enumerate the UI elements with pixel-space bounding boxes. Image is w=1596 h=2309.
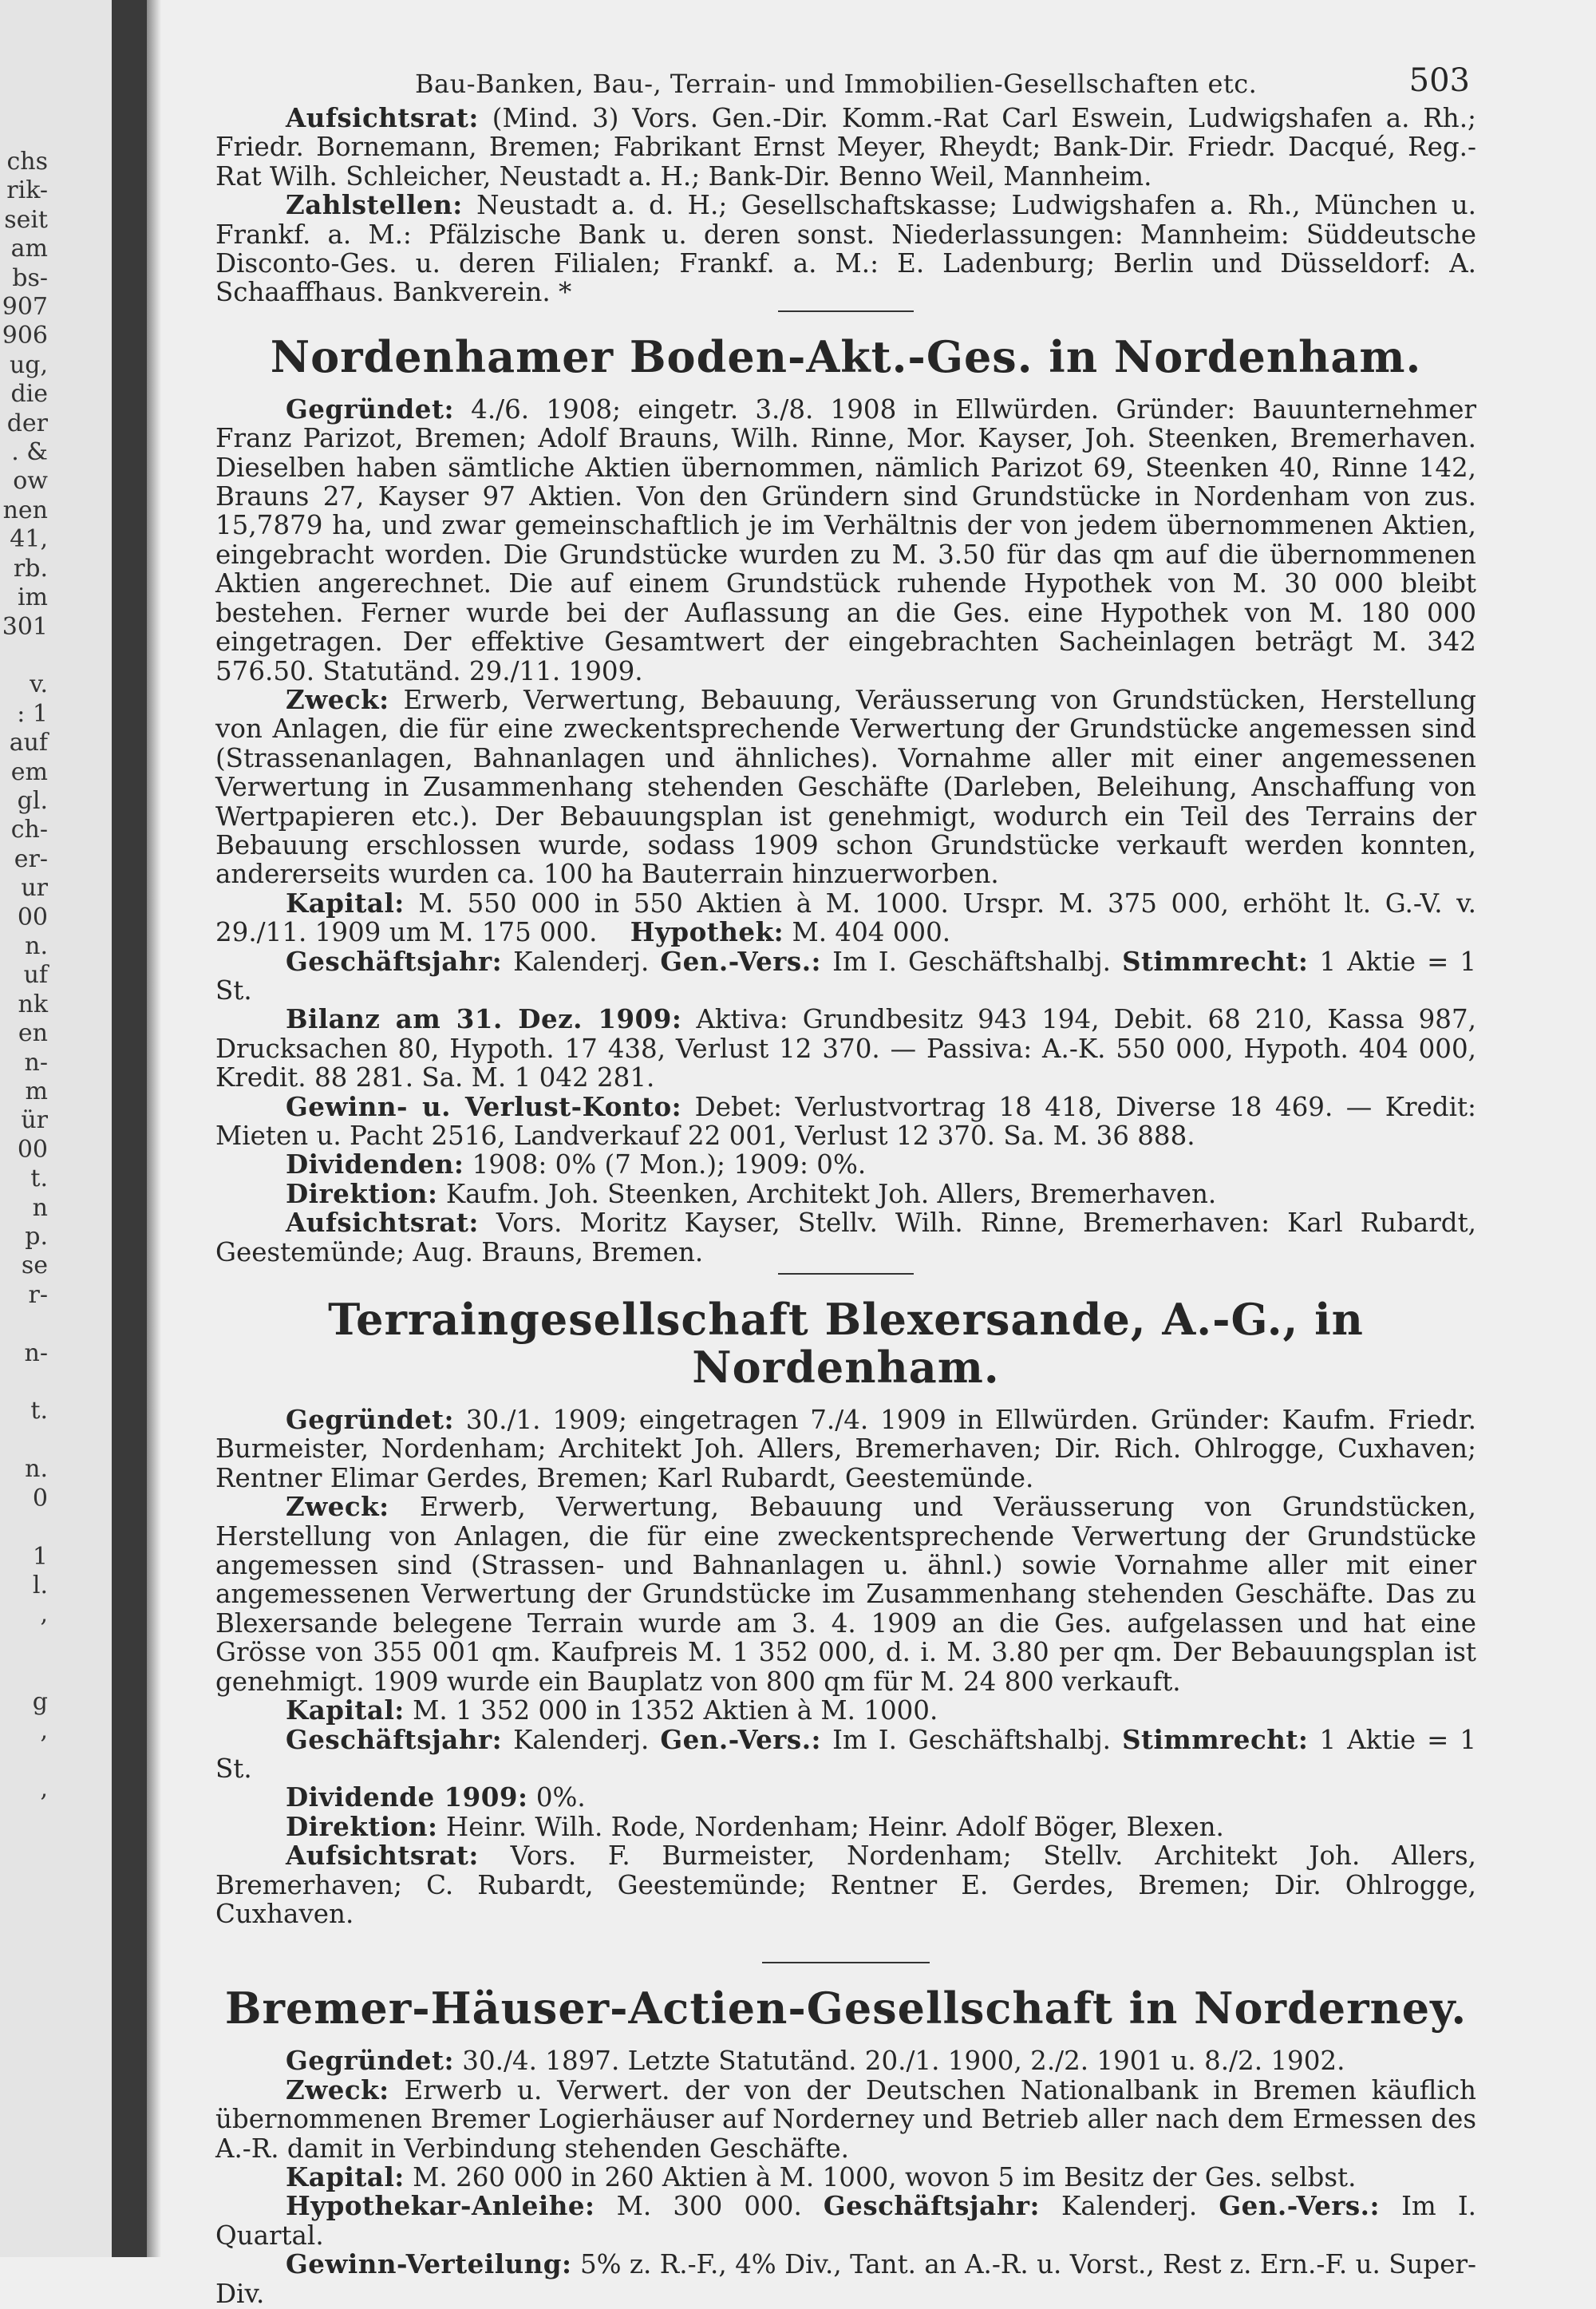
previous-entry-continuation: [215, 104, 1476, 307]
adjacent-page-fragment: n: [32, 1193, 48, 1222]
adjacent-page-fragment: der: [6, 409, 48, 437]
entry-aufsichtsrat: Aufsichtsrat: Vors. F. Burmeister, Nordenham; Stellv. Architekt Joh. Allers, Bremerhaven; C. Rubardt, Geestemünde; Rentner E. Gerdes, Bremen; Dir. Ohlrogge, Cuxhaven.: [215, 1840, 1476, 1929]
adjacent-page-fragment: n-: [24, 1048, 48, 1077]
adjacent-page-fragment: n.: [25, 1455, 48, 1484]
adjacent-page-fragment: 00: [17, 903, 48, 931]
adjacent-page-fragment: [2, 642, 48, 670]
adjacent-page-fragment: [2, 1368, 48, 1397]
entry-zweck: Zweck: Erwerb, Verwertung, Bebauung und Veräusserung von Grundstücken, Herstellung von Anlagen, die für eine zweckentsprechende Verwertung der Grundstücke angemessen sind (Strassen- und Bahnanlagen u. ähnl.) sowie Vornahme aller mit einer angemessenen Verwertung der Grundstücke im Zusammenhang stehenden Geschäfte. Das zu Blexersande belegene Terrain wurde am 3. 4. 1909 an die Ges. aufgelassen und hat eine Grösse von 355 001 qm. Kaufpreis M. 1 352 000, d. i. M. 3.80 per qm. Der Bebauungsplan ist genehmigt. 1909 wurde ein Bauplatz von 800 qm für M. 24 800 verkauft.: [215, 1491, 1476, 1697]
gutter-shadow: [147, 0, 161, 2257]
adjacent-page-fragment: n-: [24, 1338, 48, 1367]
adjacent-page-fragment: chs: [6, 148, 48, 176]
adjacent-page-fragment: die: [10, 380, 48, 409]
adjacent-page-fragment: 00: [17, 1135, 48, 1164]
adjacent-page-fragment: 907: [2, 293, 48, 322]
adjacent-page-fragment: [2, 1746, 48, 1774]
adjacent-page-fragment: [2, 1310, 48, 1338]
separator-rule: [762, 1962, 930, 1963]
adjacent-page-fragment: 0: [32, 1484, 48, 1512]
entry-dividende: Dividende 1909: 0%.: [286, 1781, 586, 1813]
adjacent-page-fragment: ,: [40, 1774, 48, 1803]
adjacent-page-fragment: [2, 1426, 48, 1455]
adjacent-page-fragment: 41,: [10, 525, 48, 554]
entry-gegruendet: Gegründet: 30./1. 1909; eingetragen 7./4. 1909 in Ellwürden. Gründer: Kaufm. Friedr. Burmeister, Nordenham; Architekt Joh. Allers, Bremerhaven; Dir. Rich. Ohlrogge, Cuxhaven; Rentner Elimar Gerdes, Bremen; Karl Rubardt, Geestemünde.: [215, 1404, 1476, 1493]
adjacent-page-fragment: m: [25, 1077, 48, 1105]
entry-kapital: Kapital: M. 260 000 in 260 Aktien à M. 1000, wovon 5 im Besitz der Ges. selbst.: [286, 2161, 1357, 2192]
entry-gegruendet: Gegründet: 4./6. 1908; eingetr. 3./8. 1908 in Ellwürden. Gründer: Bauunternehmer Franz Parizot, Bremen; Adolf Brauns, Wilh. Rinne, Mor. Kayser, Joh. Steenken, Bremerhaven. Dieselben haben sämtliche Aktien übernommen, nämlich Parizot 69, Steenken 40, Rinne 142, Brauns 27, Kayser 97 Aktien. Von den Gründern sind Grundstücke in Nordenham von zus. 15,7879 ha, und zwar gemeinschaftlich je im Verhältnis der von jedem übernommenen Aktien, eingebracht worden. Die Grundstücke wurden zu M. 3.50 für das qm auf die übernommenen Aktien angerechnet. Die auf einem Grundstück ruhende Hypothek von M. 30 000 bleibt bestehen. Ferner wurde bei der Auflassung an die Ges. eine Hypothek von M. 180 000 eingetragen. Der effektive Gesamtwert der eingebrachten Sacheinlagen beträgt M. 342 576.50. Statutänd. 29./11. 1909.: [215, 393, 1476, 686]
adjacent-page-fragment: se: [21, 1251, 48, 1280]
separator-rule: [778, 1273, 914, 1275]
adjacent-page-fragment: r-: [28, 1280, 48, 1309]
adjacent-page-fragment: 906: [2, 322, 48, 350]
adjacent-page-fragment: l.: [32, 1571, 48, 1599]
entry-nordenhamer-boden: [215, 330, 1477, 1267]
entry-hypothekar-anleihe: Hypothekar-Anleihe: M. 300 000. Geschäftsjahr: Kalenderj. Gen.-Vers.: Im I. Quartal.: [215, 2190, 1476, 2251]
entry-direktion: Direktion: Kaufm. Joh. Steenken, Architekt Joh. Allers, Bremerhaven.: [286, 1177, 1217, 1209]
adjacent-page-fragment: ow: [13, 467, 48, 496]
separator-rule: [778, 310, 914, 312]
adjacent-page-fragment: [2, 1513, 48, 1542]
adjacent-page-fragment: ,: [40, 1600, 48, 1629]
adjacent-page-fragment: t.: [30, 1397, 48, 1425]
entry-blexersande: [215, 1295, 1476, 1928]
adjacent-page-fragment: 1: [32, 1542, 48, 1571]
adjacent-page-fragment: nk: [18, 990, 48, 1018]
entry-kapital: Kapital: M. 550 000 in 550 Aktien à M. 1000. Urspr. M. 375 000, erhöht lt. G.-V. v. 29./11. 1909 um M. 175 000. Hypothek: M. 404 000.: [215, 887, 1476, 948]
adjacent-page-fragment: 301: [2, 612, 48, 641]
header-title: Bau-Banken, Bau-, Terrain- und Immobilien-Gesellschaften etc.: [415, 69, 1258, 99]
adjacent-page-fragment: [2, 1659, 48, 1687]
adjacent-page-fragment: g: [32, 1687, 48, 1716]
adjacent-page-fragment: rb.: [13, 554, 48, 583]
entry-zweck: Zweck: Erwerb u. Verwert. der von der Deutschen Nationalbank in Bremen käuflich übernommenen Bremer Logierhäuser auf Norderney und Betrieb aller nach dem Ermessen des A.-R. damit in Verbindung stehenden Geschäfte.: [215, 2074, 1476, 2164]
entry-gewinn-verteilung: Gewinn-Verteilung: 5% z. R.-F., 4% Div., Tant. an A.-R. u. Vorst., Rest z. Ern.-F. u. Super-Div.: [215, 2248, 1476, 2309]
adjacent-page-fragment: nen: [2, 496, 48, 524]
entry-aufsichtsrat: Aufsichtsrat: Vors. Moritz Kayser, Stellv. Wilh. Rinne, Bremerhaven: Karl Rubardt, Geestemünde; Aug. Brauns, Bremen.: [215, 1207, 1476, 1267]
adjacent-page-fragment: ür: [21, 1106, 48, 1135]
adjacent-page-fragment: seit: [4, 205, 48, 234]
adjacent-page-fragment: ug,: [9, 350, 48, 379]
entry-dividenden: Dividenden: 1908: 0% (7 Mon.); 1909: 0%.: [286, 1149, 867, 1180]
adjacent-page-fragment: gl.: [17, 786, 48, 815]
entry-bremer-haeuser: [215, 1984, 1476, 2308]
adjacent-page-fragment: am: [10, 235, 48, 263]
adjacent-page-fragment: p.: [25, 1223, 48, 1251]
running-header: [215, 56, 1476, 104]
entry-kapital: Kapital: M. 1 352 000 in 1352 Aktien à M. 1000.: [286, 1694, 938, 1726]
adjacent-page-fragment: rik-: [6, 176, 48, 205]
adjacent-page-fragment: ch-: [10, 816, 48, 844]
adjacent-page-fragment: en: [18, 1019, 48, 1048]
book-gutter: [112, 0, 147, 2257]
adjacent-page-fragment: n.: [25, 931, 48, 960]
adjacent-page-fragment: v.: [30, 670, 48, 699]
adjacent-page-fragment: . &: [11, 438, 48, 467]
adjacent-page-fragment: : 1: [17, 699, 48, 728]
prev-aufsichtsrat: Aufsichtsrat: (Mind. 3) Vors. Gen.-Dir. Komm.-Rat Carl Eswein, Ludwigshafen a. Rh.; Friedr. Bornemann, Bremen; Fabrikant Ernst Meyer, Rheydt; Bank-Dir. Friedr. Dacqué, Reg.-Rat Wilh. Schleicher, Neustadt a. H.; Bank-Dir. Benno Weil, Mannheim.: [215, 102, 1476, 192]
entry-title: Terraingesellschaft Blexersande, A.-G., in Nordenham.: [328, 1294, 1364, 1394]
adjacent-page-fragment: bs-: [12, 263, 48, 292]
page-number: 503: [1408, 62, 1470, 99]
adjacent-page-fragment: er-: [14, 844, 48, 873]
adjacent-page-fragment: ,: [40, 1716, 48, 1745]
entry-geschaeftsjahr: Geschäftsjahr: Kalenderj. Gen.-Vers.: Im I. Geschäftshalbj. Stimmrecht: 1 Aktie = 1 St.: [215, 1723, 1477, 1784]
adjacent-page-fragments: [2, 148, 48, 1833]
document-page: [215, 56, 1476, 2308]
entry-title: Nordenhamer Boden-Akt.-Ges. in Nordenham.: [270, 330, 1422, 382]
adjacent-page-fragment: ur: [21, 874, 48, 903]
adjacent-page-fragment: t.: [30, 1164, 48, 1193]
adjacent-page-fragment: uf: [23, 961, 48, 990]
adjacent-page-fragment: em: [10, 757, 48, 786]
adjacent-page-fragment: [2, 1630, 48, 1659]
adjacent-page-fragment: im: [17, 583, 48, 612]
adjacent-page-fragment: auf: [9, 729, 48, 757]
entry-title: Bremer-Häuser-Actien-Gesellschaft in Norderney.: [224, 1983, 1468, 2034]
entry-bilanz: Bilanz am 31. Dez. 1909: Aktiva: Grundbesitz 943 194, Debit. 68 210, Kassa 987, Drucksachen 80, Hypoth. 17 438, Verlust 12 370. — Passiva: A.-K. 550 000, Hypoth. 404 000, Kredit. 88 281. Sa. M. 1 042 281.: [215, 1003, 1476, 1093]
entry-gegruendet: Gegründet: 30./4. 1897. Letzte Statutänd. 20./1. 1900, 2./2. 1901 u. 8./2. 1902.: [286, 2045, 1345, 2077]
entry-direktion: Direktion: Heinr. Wilh. Rode, Nordenham; Heinr. Adolf Böger, Blexen.: [286, 1810, 1224, 1842]
adjacent-page-fragment: [2, 1804, 48, 1833]
entry-gewinn-verlust: Gewinn- u. Verlust-Konto: Debet: Verlustvortrag 18 418, Diverse 18 469. — Kredit: Mieten u. Pacht 2516, Landverkauf 22 001, Verlust 12 370. Sa. M. 36 888.: [215, 1090, 1476, 1151]
entry-zweck: Zweck: Erwerb, Verwertung, Bebauung, Veräusserung von Grundstücken, Herstellung von Anlagen, die für eine zweckentsprechende Verwertung der Grundstücke angemessen sind (Strassenanlagen, Bahnanlagen und ähnliches). Vornahme aller mit einer angemessenen Verwertung in Zusammenhang stehenden Geschäfte (Darleben, Beleihung, Anschaffung von Wertpapieren etc.). Der Bebauungsplan ist genehmigt, wodurch ein Teil des Terrains der Bebauung erschlossen wurde, sodass 1909 schon Grundstücke verkauft werden konnten, andererseits wurden ca. 100 ha Bauterrain hinzuerworben.: [215, 683, 1476, 890]
prev-zahlstellen: Zahlstellen: Neustadt a. d. H.; Gesellschaftskasse; Ludwigshafen a. Rh., München u. Frankf. a. M.: Pfälzische Bank u. deren sonst. Niederlassungen: Mannheim: Süddeutsche Disconto-Ges. u. deren Filialen; Frankf. a. M.: E. Ladenburg; Berlin und Düsseldorf: A. Schaaffhaus. Bankverein. *: [215, 189, 1476, 308]
entry-geschaeftsjahr: Geschäftsjahr: Kalenderj. Gen.-Vers.: Im I. Geschäftshalbj. Stimmrecht: 1 Aktie = 1 St.: [215, 945, 1477, 1006]
